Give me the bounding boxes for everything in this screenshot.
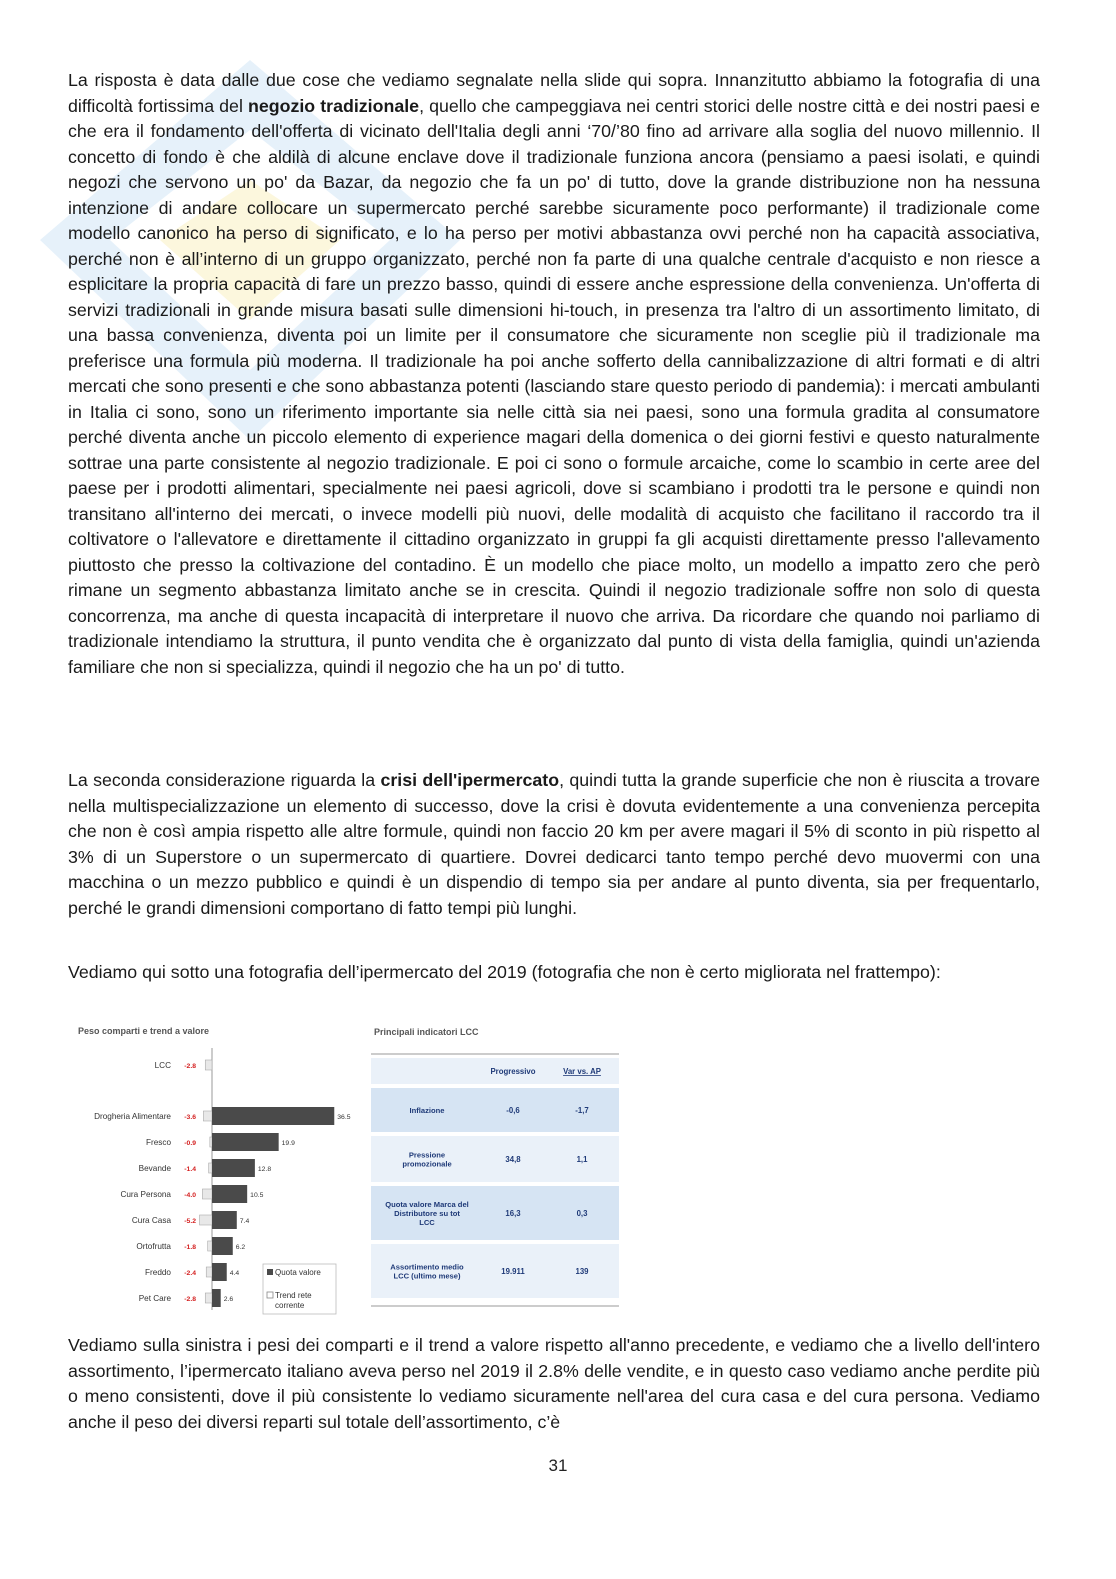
trend-label: -3.6 [184,1114,196,1121]
paragraph-1 [68,68,1040,680]
legend-label-quota: Quota valore [275,1268,321,1277]
trend-bar [202,1189,212,1199]
trend-label: -2.8 [184,1063,196,1070]
p2-text-a: La seconda considerazione riguarda la [68,770,381,790]
column-header: Var vs. AP [563,1067,601,1076]
trend-bar [205,1060,212,1070]
cell-var: 139 [575,1267,589,1276]
cell-var: 1,1 [576,1155,588,1164]
trend-label: -1.8 [184,1244,196,1251]
legend-swatch-quota [267,1269,273,1275]
trend-label: -4.0 [184,1192,196,1199]
cell-progressivo: -0,6 [506,1106,520,1115]
legend-swatch-trend [267,1292,273,1298]
legend-label-trend: Trend rete corrente [275,1291,312,1310]
paragraph-3: Vediamo qui sotto una fotografia dell’ipermercato del 2019 (fotografia che non è certo migliorata nel frattempo): [68,962,941,982]
cell-var: 0,3 [576,1209,588,1218]
category-label: Bevande [138,1164,171,1173]
p1-bold: negozio tradizionale [248,95,420,116]
trend-label: -2.4 [184,1270,196,1277]
cell-progressivo: 34,8 [505,1155,521,1164]
row-label: Pressione promozionale [402,1150,452,1169]
row-label: Quota valore Marca del Distributore su tot LCC [385,1200,469,1227]
p2-bold: crisi dell'ipermercato [380,770,560,790]
value-bar [212,1211,237,1229]
column-header: Progressivo [490,1067,536,1076]
trend-bar [209,1163,212,1173]
trend-label: -1.4 [184,1166,196,1173]
value-label: 19.9 [281,1140,295,1147]
trend-bar [200,1215,212,1225]
value-label: 6.2 [235,1244,246,1251]
cell-progressivo: 16,3 [505,1209,521,1218]
trend-label: -2.8 [184,1296,196,1303]
value-bar [212,1289,221,1307]
page-number: 31 [548,1456,568,1475]
trend-bar [206,1267,212,1277]
indicators-table [369,1018,639,1318]
value-label: 4.4 [229,1270,240,1277]
trend-bar [210,1137,212,1147]
bar-chart [64,1018,354,1318]
paragraph-4: Vediamo sulla sinistra i pesi dei comparti e il trend a valore rispetto all'anno precedente, e vediamo che a livello dell'intero assortimento, l’ipermercato italiano aveva perso nel 2019 il 2.8% delle vendite, e in questo caso vediamo anche perdite più o meno consistenti, dove il più consistente lo vediamo sicuramente nell'area del cura casa e del cura persona. Vediamo anche il peso dei diversi reparti sul totale dell’assortimento, c’è [68,1335,1040,1432]
trend-bar [203,1111,212,1121]
category-label: Drogheria Alimentare [94,1112,171,1121]
category-label: Pet Care [138,1294,171,1303]
value-bar [212,1263,227,1281]
p1-text-b: , quello che campeggiava nei centri storici delle nostre città e dei nostri paesi e che era il fondamento dell'offerta di vicinato dell'Italia degli anni ‘70/’80 fino ad arrivare alla soglia del nuovo millennio. Il concetto di fondo è che aldilà di alcune enclave dove il tradizionale funziona ancora (pensiamo a paesi isolati, e quindi negozi che servono un po' da Bazar, da negozio che fa un po' di tutto, dove la grande distribuzione non ha nessuna intenzione di andare collocare un supermercato perché sarebbe sicuramente poco performante) il tradizionale come modello canonico ha perso di significato, e lo ha perso per motivi abbastanza ovvi perché non ha capacità associativa, perché non è all’interno di un gruppo organizzato, perché non fa parte di una qualche centrale d'acquisto e non riesce a esplicitare la propria capacità di fare un prezzo basso, quindi di essere anche espressione della convenienza. Un'offerta di servizi tradizionali in grande misura basati sulle dimensioni hi-touch, in presenza tra l'altro di un assortimento limitato, di una bassa convenienza, diventa poi un limite per il consumatore che sicuramente non sceglie più il tradizionale ma preferisce una formula più moderna. Il tradizionale ha poi anche sofferto della cannibalizzazione di altri formati e di altri mercati che sono presenti e che sono abbastanza potenti (lasciando stare questo periodo di pandemia): i mercati ambulanti in Italia ci sono, sono un riferimento importante sia nelle città sia nei paesi, sono una formula gradita al consumatore perché diventa anche un piccolo elemento di experience magari della domenica o dei giorni festivi e questo naturalmente sottrae una parte consistente al negozio tradizionale. E poi ci sono o formule arcaiche, come lo scambio in certe aree del paese per i prodotti alimentari, specialmente nei paesi agricoli, dove si scambiano i prodotti tra le persone e quindi non transitano all'interno dei mercati, o invece modelli più nuovi, delle modalità di acquisto che facilitano il raccordo tra il coltivatore o l'allevatore e direttamente il cittadino organizzato in gruppi fa gli acquisti direttamente presso l'allevamento piuttosto che presso la coltivazione del contadino. È un modello che piace molto, un modello a impatto zero che però rimane un segmento abbastanza limitato anche se in crescita. Quindi il negozio tradizionale soffre non solo di questa concorrenza, ma anche di questa incapacità di interpretare il nuovo che arriva. Da ricordare che quando noi parliamo di tradizionale intendiamo la struttura, il punto vendita che è organizzato dal punto di vista della famiglia, quindi un'azienda familiare che non si specializza, quindi il negozio che ha un po' di tutto. [68,95,1040,677]
value-label: 10.5 [250,1192,264,1199]
paragraph-2 [68,768,1040,921]
value-label: 12.8 [257,1166,272,1173]
row-label: Assortimento medio LCC (ultimo mese) [390,1262,464,1281]
category-label: LCC [154,1061,171,1070]
value-bar [212,1159,255,1177]
trend-bar [205,1293,212,1303]
value-label: 7.4 [239,1218,250,1225]
value-label: 2.6 [223,1296,234,1303]
trend-label: -0.9 [184,1140,196,1147]
value-bar [212,1107,334,1125]
p2-text-b: , quindi tutta la grande superficie che non è riuscita a trovare nella multispecializzazione un elemento di successo, dove la crisi è dovuta evidentemente a una convenienza percepita che non è così ampia rispetto alle altre formule, quindi non faccio 20 km per avere magari il 5% di sconto in più rispetto al 3% di un Superstore o un supermercato di quartiere. Dovrei dedicarci tanto tempo perché devo muovermi con una macchina o un mezzo pubblico e quindi è un dispendio di tempo sia per andare al punto diventa, sia per frequentarlo, perché le grandi dimensioni comportano di fatto tempi più lunghi. [68,770,1041,918]
cell-progressivo: 19.911 [501,1267,525,1276]
value-bar [212,1185,247,1203]
row-label: Inflazione [409,1106,445,1115]
chart-title: Peso comparti e trend a valore [78,1026,210,1036]
category-label: Cura Persona [120,1190,171,1199]
trend-label: -5.2 [184,1218,196,1225]
trend-bar [208,1241,212,1251]
category-label: Ortofrutta [136,1242,171,1251]
category-label: Fresco [145,1138,171,1147]
value-bar [212,1133,279,1151]
figure-slide [64,1018,634,1318]
value-bar [212,1237,233,1255]
category-label: Cura Casa [131,1216,171,1225]
p1-text-a: La risposta è data dalle due cose che vediamo segnalate nella slide qui sopra. Innanzitutto abbiamo la fotografia di una difficoltà fortissima del [68,70,1040,116]
table-title: Principali indicatori LCC [374,1027,479,1037]
value-label: 36.5 [337,1114,351,1121]
category-label: Freddo [145,1268,171,1277]
cell-var: -1,7 [575,1106,589,1115]
